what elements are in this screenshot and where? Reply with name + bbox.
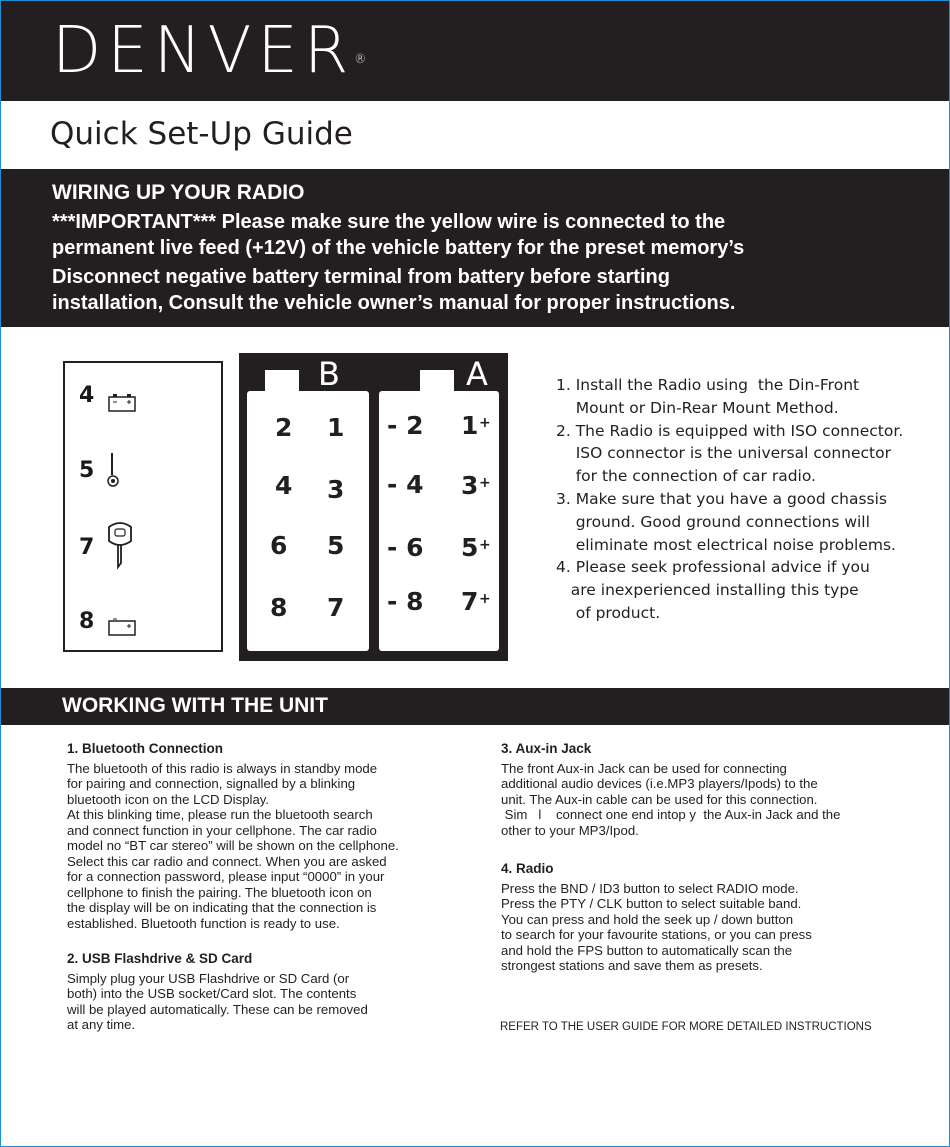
pin-number: 5	[461, 533, 479, 562]
pin-number: 6	[270, 531, 288, 560]
section-title: 3. Aux-in Jack	[501, 741, 592, 756]
pin-number: - 2	[387, 411, 424, 440]
section-line: Press the BND / ID3 button to select RADIO mode.	[501, 880, 799, 896]
pin-number: 2	[275, 413, 293, 442]
pin-number: 8	[270, 593, 288, 622]
section-line: both) into the USB socket/Card slot. The contents	[67, 986, 357, 1001]
instruction-line: 4. Please seek professional advice if you	[556, 558, 870, 577]
section-line: will be played automatically. These can be removed	[67, 1001, 368, 1017]
section-line: The front Aux-in Jack can be used for connecting	[501, 760, 787, 776]
pin-label: 5	[79, 458, 95, 483]
instruction-line: eliminate most electrical noise problems.	[556, 535, 896, 554]
wiring-heading: WIRING UP YOUR RADIO	[52, 181, 305, 204]
section-line: You can press and hold the seek up / down button	[501, 911, 794, 927]
pin-number: 5	[327, 531, 345, 560]
instruction-line: Mount or Din-Rear Mount Method.	[556, 398, 839, 417]
pin-number: 1	[461, 411, 479, 440]
ground-battery-icon	[107, 615, 137, 637]
section-line: cellphone to finish the pairing. The bluetooth icon on	[67, 884, 372, 900]
instruction-line: of product.	[556, 603, 661, 622]
connector-a-label: A	[466, 355, 488, 393]
pin-polarity: +	[479, 475, 491, 491]
disconnect-line: Disconnect negative battery terminal from battery before starting	[52, 266, 670, 288]
section-line: Select this car radio and connect. When you are asked	[67, 853, 387, 869]
section-title: 2. USB Flashdrive & SD Card	[67, 951, 253, 966]
pin-polarity: +	[479, 415, 491, 431]
section-line: established. Bluetooth function is ready to use.	[67, 915, 340, 931]
section-line: additional audio devices (i.e.MP3 players/Ipods) to the	[501, 776, 818, 791]
working-banner	[0, 688, 950, 725]
section-line: other to your MP3/Ipod.	[501, 822, 639, 838]
ignition-key-icon	[105, 521, 135, 571]
section-title: 4. Radio	[501, 861, 554, 876]
section-line: At this blinking time, please run the bluetooth search	[67, 807, 373, 822]
battery-icon	[107, 391, 137, 413]
connector-b-label: B	[318, 355, 340, 393]
section-line: at any time.	[67, 1017, 136, 1032]
bluetooth-section	[67, 741, 447, 931]
connector-b-block	[247, 391, 369, 651]
instruction-line: 2. The Radio is equipped with ISO connector.	[556, 421, 904, 440]
section-line: Sim l connect one end intop y the Aux-in Jack and the	[501, 807, 841, 822]
disconnect-notice	[52, 264, 932, 316]
section-line: the display will be on indicating that the connection is	[67, 900, 377, 915]
iso-connector-diagram	[239, 353, 508, 661]
connector-b-tab	[265, 370, 299, 394]
pin-number: 4	[275, 471, 293, 500]
section-line: unit. The Aux-in cable can be used for this connection.	[501, 791, 818, 807]
pin-number: - 8	[387, 587, 424, 616]
section-line: strongest stations and save them as presets.	[501, 958, 763, 973]
instruction-line: for the connection of car radio.	[556, 467, 816, 486]
section-title: 1. Bluetooth Connection	[67, 741, 223, 756]
pin-number: 3	[461, 471, 479, 500]
section-line: to search for your favourite stations, or you can press	[501, 927, 812, 942]
working-heading: WORKING WITH THE UNIT	[62, 694, 328, 717]
instruction-line: ISO connector is the universal connector	[556, 444, 891, 463]
disconnect-line: installation, Consult the vehicle owner’s manual for proper instructions.	[52, 292, 736, 314]
header-bar	[0, 0, 950, 101]
pin-number: 7	[327, 593, 345, 622]
brand-logo: DENVER®	[52, 14, 367, 88]
section-line: Simply plug your USB Flashdrive or SD Card (or	[67, 970, 350, 986]
important-line: ***IMPORTANT*** Please make sure the yellow wire is connected to the	[52, 211, 726, 233]
pin-number: 1	[327, 413, 345, 442]
usb-section	[67, 951, 447, 1033]
radio-section	[501, 861, 901, 974]
install-instructions	[556, 374, 936, 625]
instruction-line: ground. Good ground connections will	[556, 512, 870, 531]
section-line: model no “BT car stereo” will be shown on the cellphone.	[67, 838, 399, 853]
instruction-line: are inexperienced installing this type	[556, 581, 859, 600]
pin-label: 8	[79, 609, 95, 634]
pin-label: 4	[79, 383, 95, 408]
pin-number: 7	[461, 587, 479, 616]
instruction-line: 3. Make sure that you have a good chassis	[556, 489, 888, 508]
section-line: Press the PTY / CLK button to select suitable band.	[501, 896, 802, 911]
wiring-banner	[0, 169, 950, 327]
section-line: and connect function in your cellphone. The car radio	[67, 822, 377, 838]
section-line: for pairing and connection, signalled by a blinking	[67, 776, 356, 791]
pin-polarity: +	[479, 591, 491, 607]
section-line: for a connection password, please input “0000” in your	[67, 869, 385, 884]
important-notice	[52, 209, 932, 261]
pin-legend	[63, 361, 223, 652]
connector-a-tab	[420, 370, 454, 394]
aux-section	[501, 741, 901, 838]
pin-number: - 6	[387, 533, 424, 562]
antenna-icon	[105, 451, 121, 489]
section-line: bluetooth icon on the LCD Display.	[67, 791, 270, 807]
instruction-line: 1. Install the Radio using the Din-Front	[556, 376, 860, 394]
page-title: Quick Set-Up Guide	[50, 116, 353, 152]
pin-polarity: +	[479, 537, 491, 553]
section-line: and hold the FPS button to automatically scan the	[501, 942, 793, 958]
important-line: permanent live feed (+12V) of the vehicle battery for the preset memory’s	[52, 237, 745, 259]
footer-note: REFER TO THE USER GUIDE FOR MORE DETAILED INSTRUCTIONS	[500, 1021, 872, 1033]
pin-number: 3	[327, 475, 345, 504]
section-line: The bluetooth of this radio is always in standby mode	[67, 760, 378, 776]
pin-label: 7	[79, 535, 95, 560]
pin-number: - 4	[387, 470, 424, 499]
